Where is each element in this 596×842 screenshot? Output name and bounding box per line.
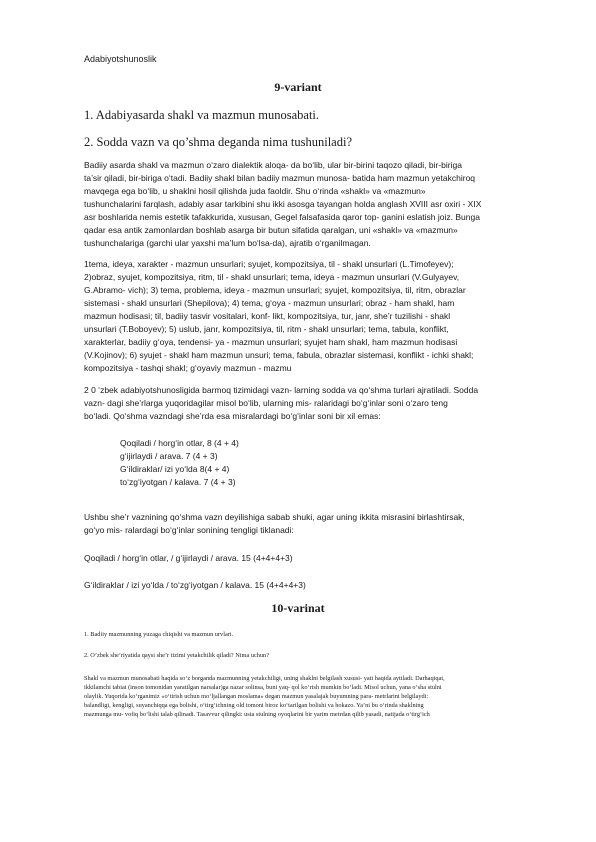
text-line: ta’sir qiladi, bir-biriga o‘tadi. Badiiy shakl bilan badiiy mazmun munosa- batida ham mazmun yetakchiroq <box>84 173 476 183</box>
text-line: tushunchalarini farqlash, adabiy asar tarkibini shu ikki asosga tayangan holda anglash XVIII asr oxiri - XIX <box>84 199 482 209</box>
text-line: Shakl va mazmun munosabati haqida so‘z borganda mazmunning yetakchiligi, uning shaklni belgilash xususi- yati haqida aytiladi. Darhaqiqat, <box>84 675 445 682</box>
combined-verse-line-2: G‘ildiraklar / izi yo‘lda / to‘zg‘iyotgan / kalava. 15 (4+4+4+3) <box>84 580 306 590</box>
text-line: G.Abramo- vich); 3) tema, problema, ideya - mazmun unsurlari; syujet, kompozitsiya, til, ritm, obrazlar <box>84 285 466 295</box>
text-line: balandligi, kengligi, suyanchiqqa ega bolishi, o‘tirg‘ichning old tomoni biroz ko‘tarilgan bolishi va hokazo. Ya’ni bu o‘rinda shaklning <box>84 702 424 709</box>
text-line: unsurlari (T.Boboyev); 5) uslub, janr, kompozitsiya, til, ritm - shakl unsurlari; tema, tabula, konflikt, <box>84 324 449 334</box>
text-line: qadar esa antik zamonlardan boshlab asarga bir butun sifatida qaralgan, uni «shakl» va «mazmun» <box>84 225 458 235</box>
text-line: ikkilamchi tabiat (inson tomonidan yaratilgan narsalar)ga nazar solinsa, buni yaq- qol ko‘rish mumkin bo‘ladi. Misol uchun, yana o‘sha stulni <box>84 684 442 691</box>
text-line: mazmunga mu- vofiq bo‘lishi talab qilinadi. Tasavvur qilingki: usta stulning oyoqlarini bir yarim metrdan qilib yasadi, natijada o‘tirg‘ich <box>84 711 430 718</box>
variant-10-title: 10-varinat <box>271 601 325 615</box>
variant-10-question-1: 1. Badiiy mazmunning yuzaga chiqishi va mazmun urvlari. <box>84 631 234 638</box>
verse-line: Qoqiladi / horg‘in otlar, 8 (4 + 4) <box>120 438 239 448</box>
text-line: mazmun hodisasi; til, badiiy tasvir vositalari, konf- likt, kompozitsiya, tur, janr, she’r tuzilishi - shakl <box>84 311 451 321</box>
text-line: 2 0 ‘zbek adabiyotshunosligida barmoq tizimidagi vazn- larning sodda va qo‘shma turlari ajratiladi. Sodda <box>84 385 479 395</box>
running-header: Adabiyotshunoslik <box>84 54 157 64</box>
text-line: kompozitsiya - tashqi shakl; g‘oyaviy mazmun - mazmu <box>84 363 292 373</box>
paragraph-mazmun-yetakchiligi <box>84 674 514 719</box>
paragraph-qoshma-vazn <box>84 511 514 537</box>
combined-verse-line-1: Qoqiladi / horg‘in otlar, / g‘ijirlaydi / arava. 15 (4+4+4+3) <box>84 553 293 563</box>
variant-9-question-1: 1. Adabiyasarda shakl va mazmun munosabati. <box>84 108 320 122</box>
text-line: asr boshlarida nemis estetik tafakkurida, xususan, Gegel falsafasida qaror top- ganini eslatish joiz. Bunga <box>84 212 480 222</box>
text-line: xarakterlar, badiiy g‘oya, tendensi- ya - mazmun unsurlari; syujet ham shakl, ham mazmun hodisasi <box>84 337 458 347</box>
text-line: olaylik. Yuqorida ko‘rganimiz «o‘tirish uchun mo‘ljallangan moslama» degan mazmun yasalajak buyumning para- metrlarini belgilaydi: <box>84 693 429 700</box>
verse-line: to‘zg‘iyotgan / kalava. 7 (4 + 3) <box>120 477 236 487</box>
verse-example <box>120 437 420 489</box>
verse-line: G‘ildiraklar/ izi yo‘lda 8(4 + 4) <box>120 464 230 474</box>
text-line: bo‘ladi. Qo‘shma vazndagi she’rda esa misralardagi bo‘g‘inlar soni bir xil emas: <box>84 411 381 421</box>
text-line: sistemasi - shakl unsurlari (Shepilova); 4) tema, g‘oya - mazmun unsurlari; obraz - ham shakl, ham <box>84 298 455 308</box>
text-line: 1tema, ideya, xarakter - mazmun unsurlari; syujet, kompozitsiya, til - shakl unsurlari (L.Timofeyev); <box>84 259 454 269</box>
variant-10-question-2: 2. O’zbek she’riyatida qaysi she’r tizimi yetakchilik qiladi? Nima uchun? <box>84 652 269 659</box>
variant-9-question-2: 2. Sodda vazn va qo’shma deganda nima tushuniladi? <box>84 135 352 149</box>
text-line: mavqega ega bo‘lib, u shaklni hosil qilishda juda faoldir. Shu o‘rinda «shakl» va «mazmun» <box>84 186 426 196</box>
paragraph-unsurlar-list <box>84 258 514 375</box>
text-line: Ushbu she’r vaznining qo‘shma vazn deyilishiga sabab shuki, agar uning ikkita misrasini birlashtirsak, <box>84 512 465 522</box>
text-line: tushunchalariga (garchi ular yaxshi ma’lum bo‘lsa-da), ajratib o‘rganilmagan. <box>84 238 371 248</box>
text-line: Badiiy asarda shakl va mazmun o‘zaro dialektik aloqa- da bo‘lib, ular bir-birini taqozo qiladi, bir-biriga <box>84 160 462 170</box>
text-line: vazn- dagi she’rlarga yuqoridagilar misol bo‘lib, ularning mis- ralaridagi bo‘g‘inlar soni o‘zaro teng <box>84 398 448 408</box>
paragraph-shakl-mazmun <box>84 159 514 250</box>
variant-9-title: 9-variant <box>274 80 322 94</box>
verse-line: g‘ijirlaydi / arava. 7 (4 + 3) <box>120 451 218 461</box>
text-line: go‘yo mis- ralardagi bo‘g‘inlar sonining tengligi tiklanadi: <box>84 525 294 535</box>
text-line: (V.Kojinov); 6) syujet - shakl ham mazmun unsuri; tema, fabula, obrazlar sistemasi, konflikt - ichki shakl; <box>84 350 474 360</box>
paragraph-vazn-turlari <box>84 384 514 423</box>
text-line: 2)obraz, syujet, kompozitsiya, ritm, til - shakl unsurlari; tema, ideya - mazmun unsurlari (V.Gulyayev, <box>84 272 460 282</box>
